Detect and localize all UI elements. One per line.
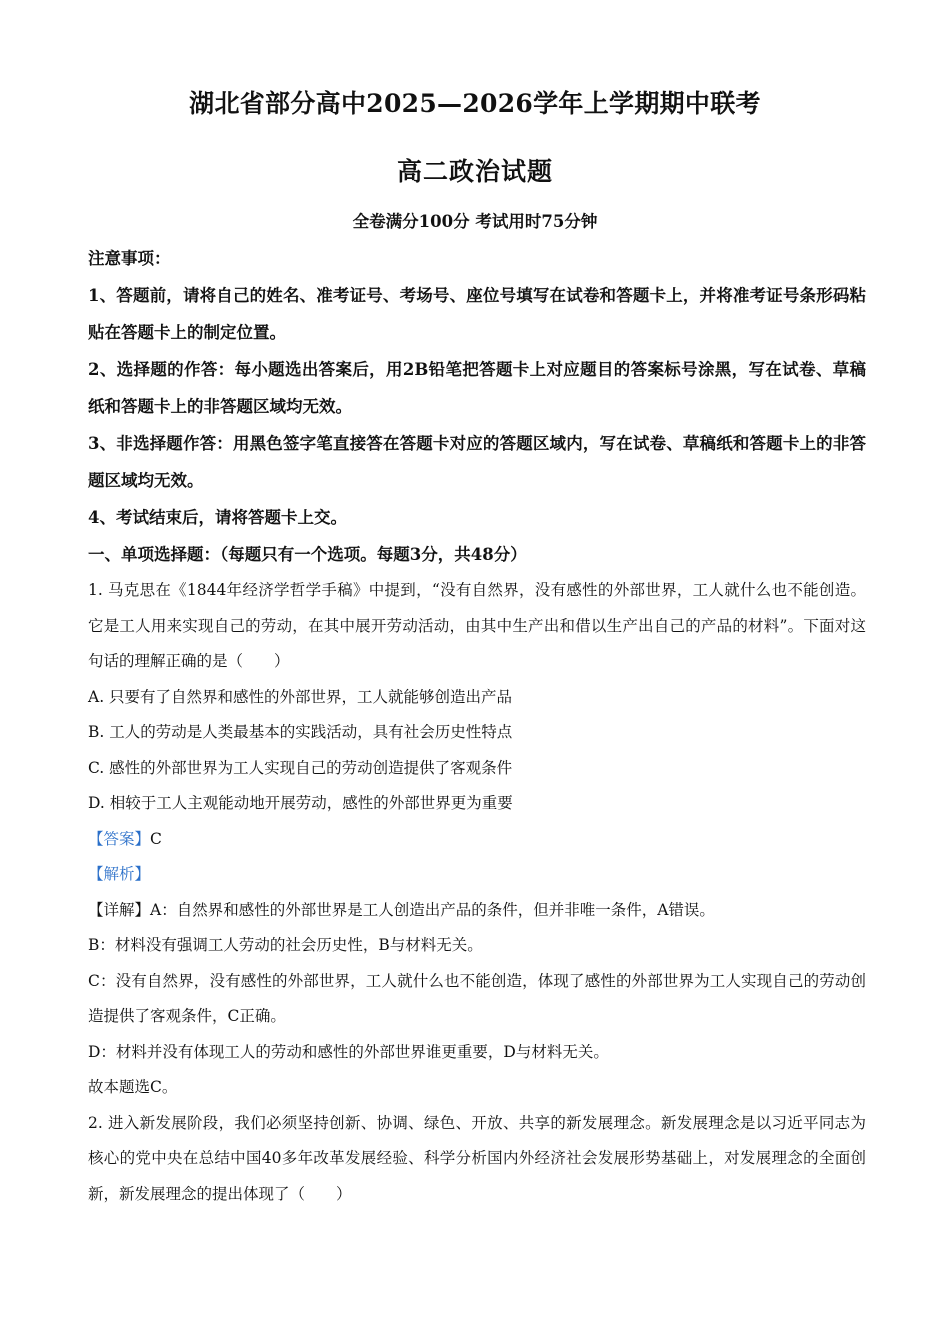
- notice-item-3: 3、非选择题作答：用黑色签字笔直接答在答题卡对应的答题区域内，写在试卷、草稿纸和答题卡上的非答题区域均无效。: [88, 434, 866, 490]
- notice-item-1: 1、答题前，请将自己的姓名、准考证号、考场号、座位号填写在试卷和答题卡上，并将准考证号条形码粘贴在答题卡上的制定位置。: [88, 286, 866, 342]
- detail-c: C：没有自然界，没有感性的外部世界，工人就什么也不能创造，体现了感性的外部世界为工人实现自己的劳动创造提供了客观条件，C正确。: [88, 971, 866, 1025]
- question-1-option-c: C. 感性的外部世界为工人实现自己的劳动创造提供了客观条件: [88, 758, 513, 777]
- answer-tag: 【答案】: [88, 829, 151, 848]
- section-heading: 一、单项选择题：（每题只有一个选项。每题3分，共48分）: [88, 545, 527, 564]
- question-1-option-a: A. 只要有了自然界和感性的外部世界，工人就能够创造出产品: [88, 687, 513, 706]
- exam-title: 湖北省部分高中2025—2026学年上学期期中联考: [189, 89, 761, 118]
- detail-b: B：材料没有强调工人劳动的社会历史性，B与材料无关。: [88, 936, 483, 954]
- analysis-line: [88, 857, 866, 893]
- detail-a-text: A：自然界和感性的外部世界是工人创造出产品的条件，但并非唯一条件，A错误。: [150, 900, 715, 919]
- answer-value: C: [150, 829, 162, 848]
- detail-tag: 【详解】: [88, 900, 151, 919]
- exam-info: 全卷满分100分 考试用时75分钟: [352, 212, 598, 231]
- analysis-tag: 【解析】: [88, 865, 151, 883]
- question-1-option-b: B. 工人的劳动是人类最基本的实践活动，具有社会历史性特点: [88, 723, 513, 741]
- question-1-option-d: D. 相较于工人主观能动地开展劳动，感性的外部世界更为重要: [88, 794, 513, 812]
- detail-d: D：材料并没有体现工人的劳动和感性的外部世界谁更重要，D与材料无关。: [88, 1042, 609, 1061]
- exam-subject-title: 高二政治试题: [396, 157, 553, 186]
- exam-content: [88, 240, 866, 1212]
- detail-a: [88, 893, 866, 929]
- notice-heading: 注意事项：: [88, 249, 171, 268]
- answer-line: [88, 822, 866, 858]
- conclusion: 故本题选C。: [88, 1078, 178, 1096]
- question-1-stem: 1. 马克思在《1844年经济学哲学手稿》中提到，“没有自然界，没有感性的外部世界，工人就什么也不能创造。它是工人用来实现自己的劳动，在其中展开劳动活动，由其中生产出和借以生产出自己的产品的材料”。下面对这句话的理解正确的是（ ）: [88, 581, 866, 670]
- notice-item-4: 4、考试结束后，请将答题卡上交。: [88, 508, 347, 527]
- question-2-stem: 2. 进入新发展阶段，我们必须坚持创新、协调、绿色、开放、共享的新发展理念。新发展理念是以习近平同志为核心的党中央在总结中国40多年改革发展经验、科学分析国内外经济社会发展形势基础上，对发展理念的全面创新，新发展理念的提出体现了（ ）: [88, 1113, 866, 1203]
- notice-item-2: 2、选择题的作答：每小题选出答案后，用2B铅笔把答题卡上对应题目的答案标号涂黑，写在试卷、草稿纸和答题卡上的非答题区域均无效。: [88, 360, 866, 416]
